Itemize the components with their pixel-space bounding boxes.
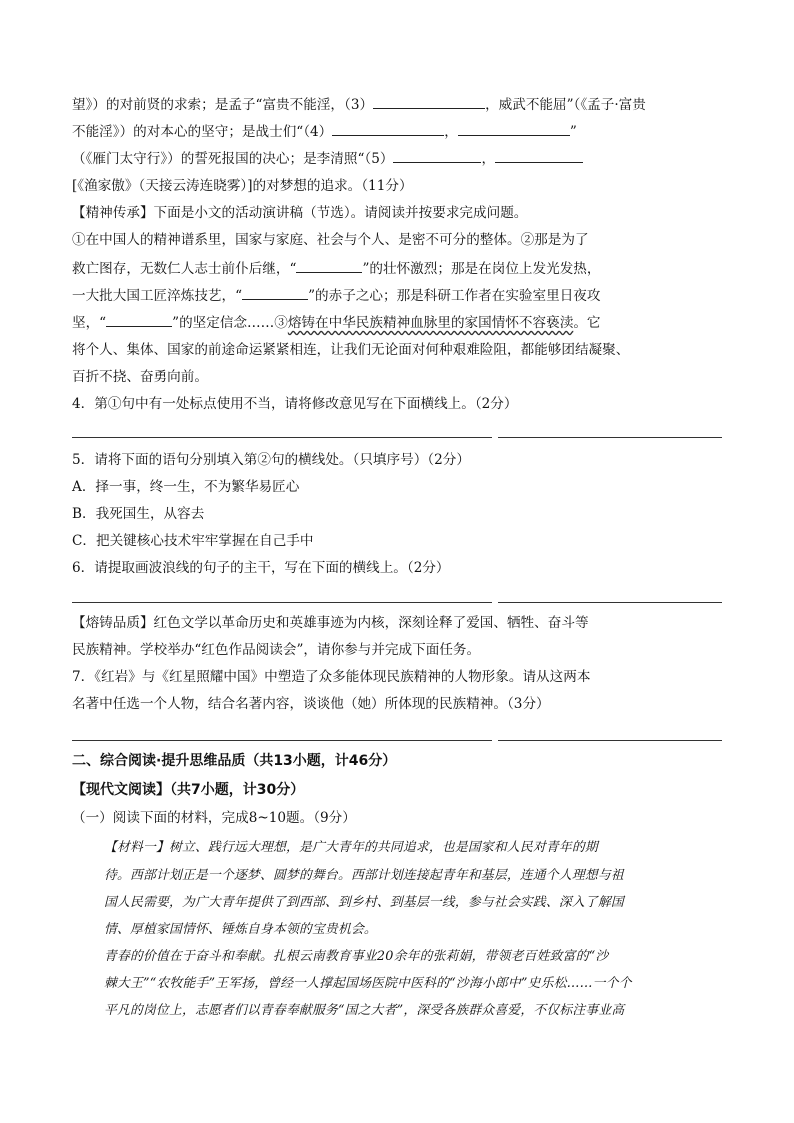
answer-line[interactable]	[498, 437, 722, 438]
line-text: ，	[444, 124, 458, 140]
reading-intro: （一）阅读下面的材料，完成8~10题。（9分）	[72, 810, 356, 826]
line-text: ”的赤子之心；那是科研工作者在实验室里日夜攻	[308, 288, 601, 304]
text-line	[72, 94, 646, 115]
answer-line[interactable]	[72, 602, 492, 603]
text-line	[72, 285, 601, 306]
line-text: 。它	[573, 315, 601, 331]
material-line: 【材料一】树立、践行远大理想，是广大青年的共同追求，也是国家和人民对青年的期	[104, 840, 598, 855]
option-b: B．我死国生，从容去	[72, 506, 205, 522]
option-a: A．择一事，终一生，不为繁华易匠心	[72, 479, 300, 495]
question-5: 5．请将下面的语句分别填入第②句的横线处。（只填序号）（2分）	[72, 452, 470, 468]
material-line: 待。西部计划正是一个逐梦、圆梦的舞台。西部计划连接起青年和基层，连通个人理想与祖	[104, 868, 624, 883]
question-6: 6．请提取画波浪线的句子的主干，写在下面的横线上。（2分）	[72, 560, 450, 576]
material-line: 国人民需要，为广大青年提供了到西部、到乡村、到基层一线，参与社会实践、深入了解国	[104, 895, 624, 910]
material-line: 情、厚植家国情怀、锤炼自身本领的宝贵机会。	[104, 922, 377, 937]
line-text: ”的壮怀激烈；那是在岗位上发光发热，	[362, 261, 601, 277]
fill-blank-1[interactable]	[296, 258, 362, 273]
line-text: ，威武不能屈”（《孟子·富贵	[485, 97, 646, 113]
question-7-cont: 名著中任选一个人物，结合名著内容，谈谈他（她）所体现的民族精神。（3分）	[72, 696, 550, 712]
line-text: 救亡图存，无数仁人志士前仆后继，“	[72, 261, 297, 277]
line-text: 坚，“	[72, 315, 107, 331]
fill-blank-2[interactable]	[242, 285, 308, 300]
text-line	[72, 312, 601, 333]
line-text: 不能淫》）的对本心的坚守；是战士们“（4）	[72, 124, 333, 140]
answer-line[interactable]	[498, 602, 722, 603]
section-heading: 【熔铸品质】红色文学以革命历史和英雄事迹为内核，深刻诠释了爱国、牺牲、奋斗等	[72, 615, 589, 631]
line-text: ，	[481, 151, 496, 167]
text-line: [《渔家傲》（天接云涛连晓雾）]的对梦想的追求。（11分）	[72, 178, 413, 194]
section-2-heading: 二、综合阅读·提升思维品质（共13小题，计46分）	[72, 753, 397, 769]
question-7: 7．《红岩》与《红星照耀中国》中塑造了众多能体现民族精神的人物形象。请从这两本	[72, 669, 591, 685]
answer-blank-5a[interactable]	[393, 148, 481, 163]
line-text: ”的坚定信念……③	[172, 315, 288, 331]
subsection-heading: 【现代文阅读】（共7小题，计30分）	[72, 782, 305, 798]
answer-blank-4a[interactable]	[332, 121, 444, 136]
material-line: 青春的价值在于奋斗和奉献。扎根云南教育事业20余年的张莉娟，带领老百姓致富的“沙	[104, 949, 609, 964]
answer-blank-4b[interactable]	[458, 121, 570, 136]
section-heading: 【精神传承】下面是小文的活动演讲稿（节选）。请阅读并按要求完成问题。	[72, 205, 528, 221]
answer-line[interactable]	[72, 437, 492, 438]
answer-blank-3[interactable]	[373, 94, 485, 109]
material-line: 棘大王”“农牧能手”王军扬，曾经一人撑起国场医院中医科的“沙海小郎中”史乐松……一个个	[104, 976, 632, 991]
option-c: C．把关键核心技术牢牢掌握在自己手中	[72, 533, 314, 549]
text-line: 民族精神。学校举办“红色作品阅读会”，请你参与并完成下面任务。	[72, 642, 481, 658]
material-line: 平凡的岗位上，志愿者们以青春奉献服务“国之大者”，深受各族群众喜爱，不仅标注事业高	[104, 1003, 625, 1018]
text-line: 将个人、集体、国家的前途命运紧紧相连，让我们无论面对何种艰难险阻，都能够团结凝聚、	[72, 342, 630, 358]
answer-blank-5b[interactable]	[495, 148, 583, 163]
line-text: 一大批大国工匠淬炼技艺，“	[72, 288, 243, 304]
fill-blank-3[interactable]	[106, 312, 172, 327]
text-line: ①在中国人的精神谱系里，国家与家庭、社会与个人、是密不可分的整体。②那是为了	[72, 232, 589, 248]
question-4: 4．第①句中有一处标点使用不当，请将修改意见写在下面横线上。（2分）	[72, 396, 518, 412]
text-line	[72, 258, 601, 279]
answer-line[interactable]	[498, 740, 722, 741]
wavy-sentence: 熔铸在中华民族精神血脉里的家国情怀不容亵渎	[287, 315, 574, 331]
text-line: 百折不挠、奋勇向前。	[72, 369, 208, 385]
answer-line[interactable]	[72, 740, 492, 741]
line-text: ”	[569, 124, 577, 140]
line-text: 望》）的对前贤的求索；是孟子“富贵不能淫，（3）	[72, 97, 374, 113]
text-line	[72, 148, 583, 169]
text-line	[72, 121, 577, 142]
line-text: （《雁门太守行》）的誓死报国的决心；是李清照“（5）	[72, 151, 394, 167]
